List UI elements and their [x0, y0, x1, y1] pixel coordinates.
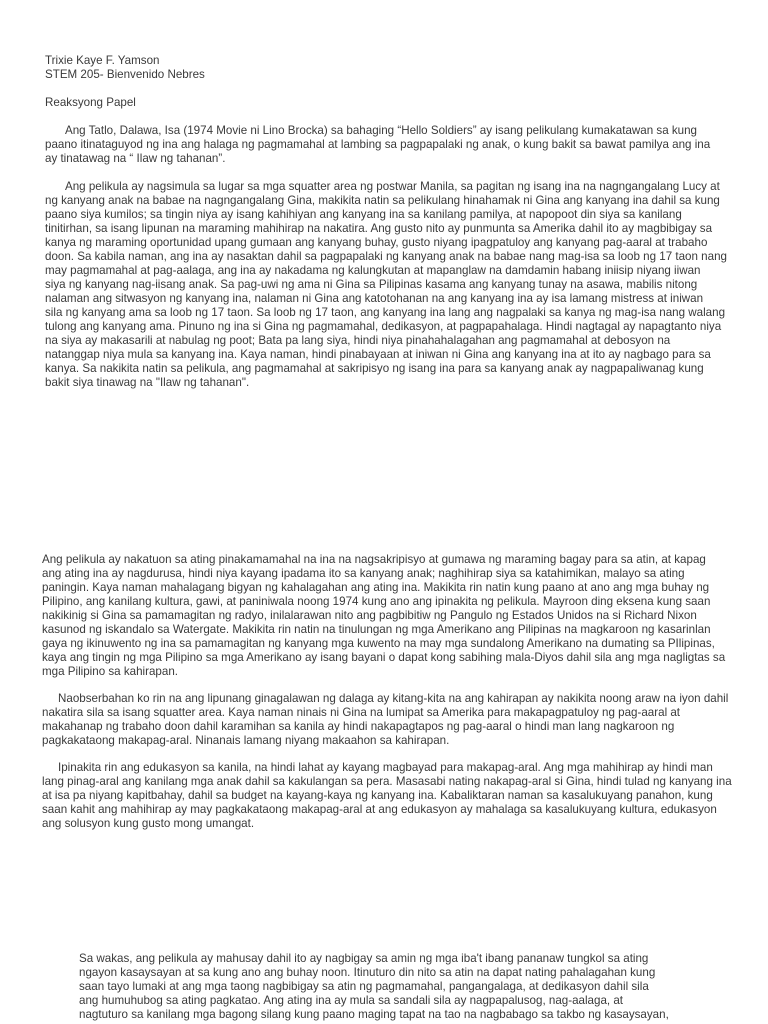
- text-line: Ang Tatlo, Dalawa, Isa (1974 Movie ni Lino Brocka) sa bahaging “Hello Soldiers” ay isang pelikulang kumakatawan sa kung: [65, 124, 698, 137]
- text-line: kaya ang tingin ng mga Pilipino sa mga Amerikano ay isang bayani o dapat kong sabihing mala-Diyos dahil sila ang mga nagligtas sa: [42, 651, 726, 664]
- text-line: kanya ng maraming oportunidad upang gumaan ang kanyang buhay, gusto niyang ipagpatuloy ang kanyang pag-aaral at trabaho: [45, 236, 708, 249]
- text-line: bakit siya tinawag na "Ilaw ng tahanan".: [45, 376, 250, 389]
- paragraph-focus: [42, 553, 725, 679]
- text-line: nalaman ang sitwasyon ng kanyang ina, nalaman ni Gina ang katotohanan na ang kanyang ina ay isa lamang mistress at iniwan: [45, 292, 704, 305]
- paragraph-conclusion: [79, 952, 669, 1022]
- text-line: nakatira sila sa isang squatter area. Kaya naman ninais ni Gina na lumipat sa Amerika para makapagpatuloy ng pag-aaral at: [42, 706, 681, 719]
- text-line: saan tayo lumaki at ang mga taong nagbibigay sa atin ng pagmamahal, pangangalaga, at dedikasyon dahil sila: [79, 980, 649, 993]
- text-line: Pilipino, ang kanilang kultura, gawi, at paniniwala noong 1974 kung ano ang ipinakita ng pelikula. Mayroon ding eksena kung saan: [42, 595, 711, 608]
- text-line: doon. Sa kabila naman, ang ina ay nasaktan dahil sa pagpapalaki ng kanyang anak na babae nang mag-isa sa loob ng 17 taon nang: [45, 250, 727, 263]
- text-line: mga Pilipino sa kahirapan.: [42, 665, 178, 678]
- text-line: gaya ng ikinuwento ng ina sa pamamagitan ng kanyang mga kuwento na may mga sundalong Amerikano na dumating sa PIlipinas,: [42, 637, 715, 650]
- text-line: at isa pa niyang kapitbahay, dahil sa budget na kayang-kaya ng kanyang ina. Kabaliktaran naman sa kasalukuyang panahon, kung: [42, 789, 713, 802]
- text-line: ngayon kasaysayan at sa kung ano ang buhay noon. Itinuturo din nito sa atin na dapat nating pahalagahan kung: [79, 966, 656, 979]
- text-line: Ipinakita rin ang edukasyon sa kanila, na hindi lahat ay kayang magbayad para makapag-aral. Ang mga mahihirap ay hindi man: [58, 761, 713, 774]
- title-text: Reaksyong Papel: [45, 96, 136, 109]
- paragraph-society: [42, 692, 728, 748]
- text-line: saan kahit ang mahihirap ay may pagkakataong makapag-aral at ang edukasyon ay mahalaga sa kasalukuyang kultura, edukasyon: [42, 803, 717, 816]
- header-block: [45, 54, 205, 82]
- author-name: Trixie Kaye F. Yamson: [45, 54, 160, 67]
- text-line: paano itinataguyod ng ina ang halaga ng pagmamahal at lambing sa pagpapalaki ng anak, o kung bakit sa bawat pamilya ang ina: [45, 138, 711, 151]
- text-line: Naobserbahan ko rin na ang lipunang ginagalawan ng dalaga ay kitang-kita na ang kahirapan ay nakikita noong araw na iyon dahil: [58, 692, 729, 705]
- text-line: ang ating ina ay nagdurusa, hindi niya kayang ipadama ito sa kanyang anak; naghihirap siya sa katahimikan, malayo sa ating: [42, 567, 685, 580]
- text-line: may pagmamahal at pag-aalaga, ang ina ay nakadama ng kalungkutan at mapanglaw na damdamin habang iniisip niyang iiwan: [45, 264, 701, 277]
- text-line: paano siya kumilos; sa tingin niya ay isang kahihiyan ang kanyang ina sa kanilang pamilya, at napopoot din siya sa kanilang: [45, 208, 682, 221]
- paragraph-education: [42, 761, 732, 831]
- text-line: Ang pelikula ay nakatuon sa ating pinakamamahal na ina na nagsakripisyo at gumawa ng maraming bagay para sa atin, at kapag: [42, 553, 706, 566]
- text-line: pagkakataong makapag-aral. Ninanais lamang niyang makaahon sa kahirapan.: [42, 734, 450, 747]
- text-line: ng kanyang anak na babae na nagngangalang Gina, makikita natin sa pelikulang hinahamak ni Gina ang kanyang ina dahil sa kung: [45, 194, 720, 207]
- text-line: lang pinag-aral ang kanilang mga anak dahil sa kakulangan sa pera. Masasabi nating nakapag-aral si Gina, hindi tulad ng kanyang ina: [42, 775, 732, 788]
- text-line: nakikinig si Gina sa pamamagitan ng radyo, inilalarawan nito ang pagbibitiw ng Pangulo ng Estados Unidos na si Richard Nixon: [42, 609, 697, 622]
- text-line: natanggap niya mula sa kanyang ina. Kaya naman, hindi pinabayaan at iniwan ni Gina ang kanyang ina at ito ay nagbago para sa: [45, 348, 711, 361]
- text-line: nagtuturo sa kanilang mga bagong silang kung paano maging tapat na tao na nagbabago sa takbo ng kasaysayan,: [79, 1008, 669, 1021]
- paragraph-summary: [45, 180, 727, 390]
- text-line: ay tinatawag na “ Ilaw ng tahanan”.: [45, 152, 226, 165]
- text-line: paningin. Kaya naman mahalagang bigyan ng kahalagahan ang ating ina. Makikita rin natin kung paano at ano ang mga buhay ng: [42, 581, 710, 594]
- class-section: STEM 205- Bienvenido Nebres: [45, 68, 205, 81]
- document-title: [45, 96, 136, 110]
- text-line: Sa wakas, ang pelikula ay mahusay dahil ito ay nagbigay sa amin ng mga iba't ibang pananaw tungkol sa ating: [79, 952, 649, 965]
- text-line: ang humuhubog sa ating pagkatao. Ang ating ina ay mula sa sandali sila ay nagpapalusog, nag-aalaga, at: [79, 994, 624, 1007]
- text-line: makahanap ng trabaho doon dahil karamihan sa kanila ay hindi nakapagtapos ng pag-aaral o hindi man lang nagkaroon ng: [42, 720, 675, 733]
- text-line: sila ng kanyang ama sa loob ng 17 taon. Sa loob ng 17 taon, ang kanyang ina lang ang nagpalaki sa kanya ng mag-isa nang walang: [45, 306, 726, 319]
- text-line: siya ng kanyang nag-iisang anak. Sa pag-uwi ng ama ni Gina sa Pilipinas kasama ang kanyang tunay na asawa, mabilis nitong: [45, 278, 698, 291]
- paragraph-intro: [45, 124, 710, 166]
- text-line: kanya. Sa nakikita natin sa pelikula, ang pagmamahal at sakripisyo ng isang ina para sa kanyang anak ay nagpapaliwanag kung: [45, 362, 704, 375]
- text-line: ang solusyon kung gusto mong umangat.: [42, 817, 255, 830]
- text-line: tinitirhan, sa isang lipunan na maraming mahihirap na nakatira. Ang gusto nito ay punmunta sa Amerika dahil ito ay magbibigay sa: [45, 222, 713, 235]
- text-line: tulong ang kanyang ama. Pinuno ng ina si Gina ng pagmamahal, dedikasyon, at pagpapahalaga. Hindi nagtagal ay napagtanto niya: [45, 320, 722, 333]
- text-line: Ang pelikula ay nagsimula sa lugar sa mga squatter area ng postwar Manila, sa pagitan ng isang ina na nagngangalang Lucy at: [65, 180, 720, 193]
- text-line: kasunod ng iskandalo sa Watergate. Makikita rin natin na tinulungan ng mga Amerikano ang Pilipinas na magkaroon ng kasarinlan: [42, 623, 711, 636]
- text-line: na siya ay makasarili at nabulag ng poot; Bata pa lang siya, hindi niya pinahahalagahan ang pagmamahal at debosyon na: [45, 334, 671, 347]
